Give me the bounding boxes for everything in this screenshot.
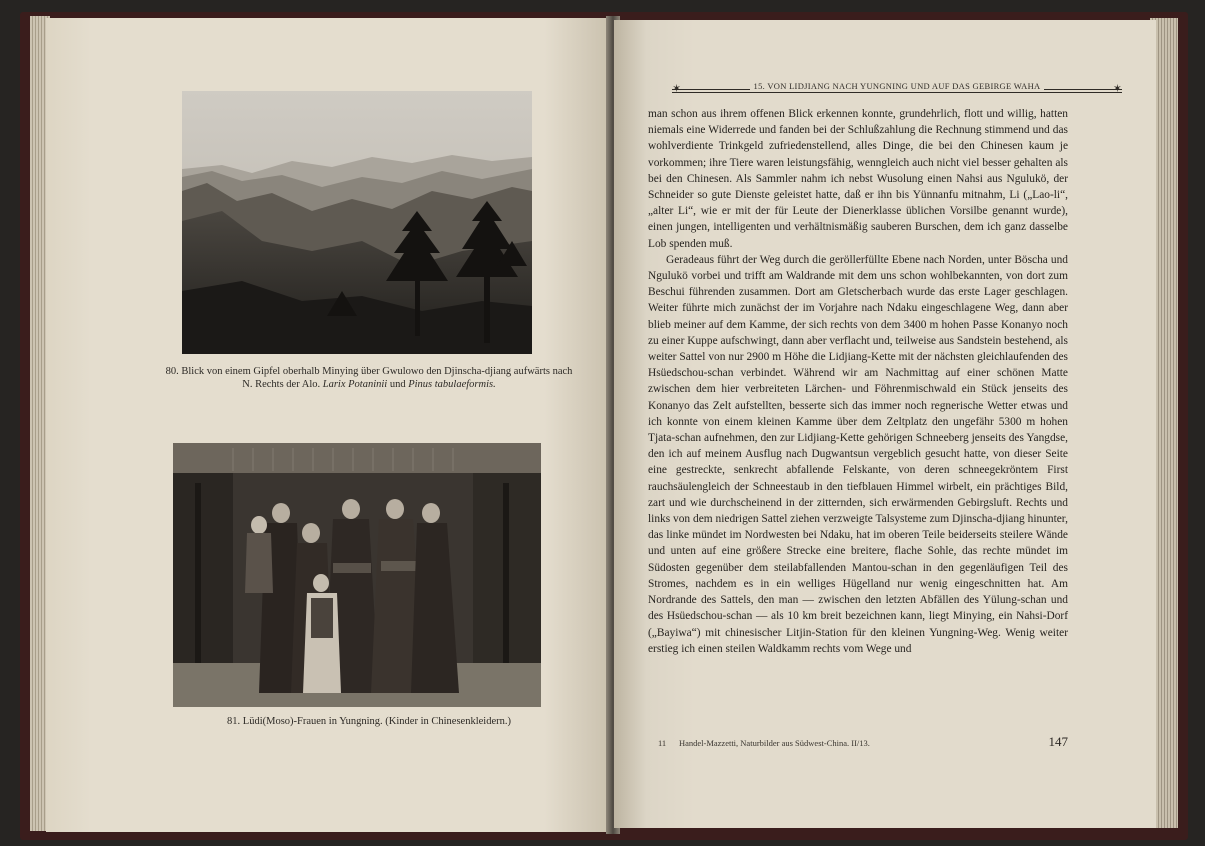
caption-80-italic: Larix Potaninii: [322, 379, 388, 390]
right-page: [614, 20, 1156, 828]
star-ornament-right: ✶: [1112, 83, 1122, 95]
figure-81-caption: 81. Lüdi(Moso)-Frauen in Yungning. (Kinder in Chinesenkleidern.): [227, 716, 511, 727]
body-text: [648, 106, 1068, 657]
paragraph-1: man schon aus ihrem offenen Blick erkennen konnte, grundehrlich, flott und willig, hatten niemals eine Widerrede und fanden bei der Schlußzahlung die Rechnung stimmend und das wohlverdiente Trinkgeld zufriedenstellend, alles Dinge, die bei den Chinesen kaum je vorkommen; ihre Tiere waren leistungsfähig, wenngleich auch nicht viel besser gehalten als bei den Chinesen. Als Sammler nahm ich nebst Wusolung einen Nahsi aus Ngulukö, der Schneider so gute Dienste geleistet hatte, daß er ihn bis Yünnanfu mitnahm, Li („Lao-li“, „alter Li“, wie er mit der für Leute der Dienerklasse üblichen Vorsilbe genannt wurde), einen jungen, intelligenten und verhältnismäßig sauberen Burschen, dem ich ganz dasselbe Lob spenden muß.: [648, 108, 1068, 250]
paragraph-2: Geradeaus führt der Weg durch die geröllerfüllte Ebene nach Norden, unter Böscha und Ngulukö vorbei und trifft am Waldrande mit dem uns schon wohlbekannten, von dort zum Beschui führenden zusammen. Dort am Gletscherbach wurde das erste Lager geschlagen. Weiter führte mich zunächst der im Vorjahre nach Ndaku eingeschlagene Weg, dann aber blieb meiner auf dem Kamme, der sich rechts von dem 3400 m hohen Passe Konanyo noch zu einer Kuppe aufschwingt, dann aber verflacht und, teilweise aus Sandstein bestehend, als weiter Sattel von nur 2900 m Höhe die Lidjiang-Kette mit der nächsten gleichlaufenden des Hsüedschou-schan verbindet. Während wir am Nachmittag auf einer schönen Matte zwischen dem hier verbreiteten Lärchen- und Föhrenmischwald ein Stück jenseits des Konanyo das Zelt aufstellten, besserte sich das immer noch regnerische Wetter etwas und ich konnte von einem kleinen Kamme über dem Zeltplatz den ungefähr 5300 m hohen Tjata-schan aufnehmen, den zur Lidjiang-Kette gehörigen Schneeberg jenseits des Yangdse, den ich auf meinem Ausflug nach Dugwantsun vergeblich gesucht hatte, von dieser Seite eine gestreckte, senkrecht abfallende Felskante, von deren schneegekröntem First rauchsäulengleich der Schneestaub in den tiefblauen Himmel wirbelt, ein prächtiges Bild, zart und wie durchscheinend in der zitternden, sich erwärmenden Gebirgsluft. Rechts und links von dem niedrigen Sattel ziehen verzweigte Talsysteme zum Djinscha-djiang hinunter, das linke mündet im Nordwesten bei Ndaku, hat im oberen Teile beiderseits steilere Wände und unten auf eine größere Strecke eine breitere, flache Sohle, das rechte mündet im Südosten gegenüber dem steilabfallenden Mantou-schan in den gegenläufigen Teil des Stromes, nachdem es in ein welliges Hügelland nur wenig eingeschnitten hat. Am Nordrande des Sattels, den man — zwischen den letzten Abfällen des Yülung-schan und des Hsüedschou-schan — als 10 km breit bezeichnen kann, liegt Minying, ein Nahsi-Dorf („Bayiwa“) mit chinesischer Litjin-Station für den kleinen Yungning-Weg. Wenig weiter erstieg ich einen steilen Waldkamm rechts vom Wege und: [648, 253, 1068, 655]
portrait-photo: [173, 443, 541, 707]
landscape-photo: [182, 91, 532, 354]
running-head-text: 15. VON LIDJIANG NACH YUNGNING UND AUF DAS GEBIRGE WAHA: [750, 81, 1045, 91]
left-page: [46, 18, 612, 832]
page-number: 147: [1048, 734, 1068, 749]
caption-80-text: 80. Blick von einem Gipfel oberhalb Minying über Gwulowo den Djinscha-djiang aufwärts nach N. Rechts der Alo.: [165, 366, 573, 390]
figure-80-caption: [164, 365, 574, 391]
caption-80-mid: und: [387, 379, 409, 390]
footer-text: Handel-Mazzetti, Naturbilder aus Südwest-China. II/13.: [678, 738, 870, 748]
caption-80-italic2: Pinus tabulaeformis.: [408, 379, 496, 390]
page-footer: [658, 734, 1068, 749]
star-ornament-left: ✶: [672, 83, 682, 95]
running-head: [672, 80, 1122, 106]
footer-signature: 11: [658, 738, 667, 748]
running-head-rule-2: [672, 92, 1122, 93]
